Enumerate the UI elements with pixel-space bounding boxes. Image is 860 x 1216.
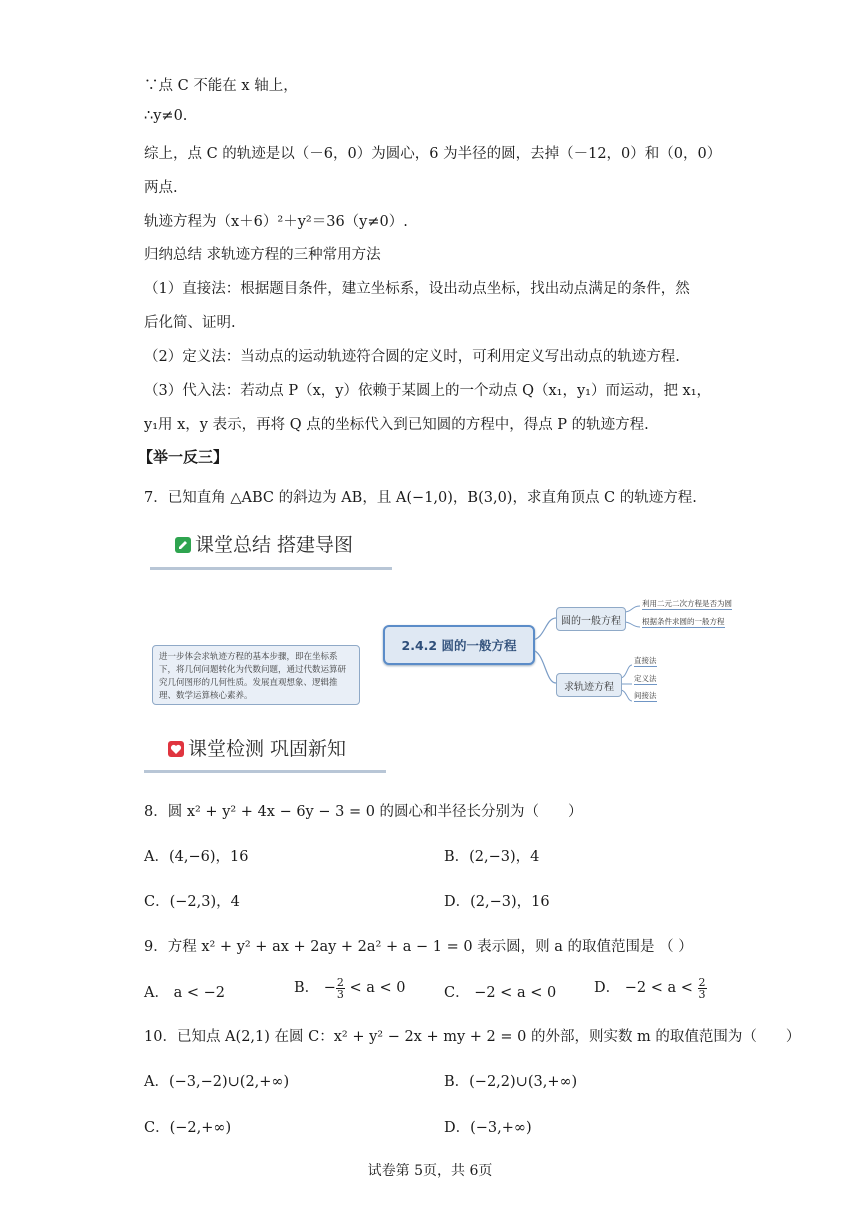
mindmap-leaf: 定义法: [634, 674, 657, 683]
q8-option-d: D．(2,−3)，16: [444, 894, 550, 910]
q8-option-b: B．(2,−3)，4: [444, 849, 540, 865]
q9-option-a: A． a < −2: [144, 985, 225, 1001]
banner-class-test: [168, 734, 346, 761]
solution-line-5: 轨迹方程为（x＋6）²＋y²＝36（y≠0）.: [144, 214, 408, 230]
mindmap-leaf: 间接法: [634, 691, 657, 700]
solution-line-4: 两点.: [144, 180, 178, 196]
method-1-line-1: （1）直接法：根据题目条件，建立坐标系，设出动点坐标，找出动点满足的条件，然: [144, 281, 690, 297]
q9-option-c: C． −2 < a < 0: [444, 985, 557, 1001]
solution-line-1: ∵点 C 不能在 x 轴上，: [144, 78, 298, 94]
solution-line-2: ∴y≠0.: [144, 108, 188, 124]
mindmap-leaf: 直接法: [634, 656, 657, 665]
mindmap-branch-general-equation: 圆的一般方程: [556, 607, 626, 631]
mindmap-goal-note: 进一步体会求轨迹方程的基本步骤，即在坐标系下，将几何问题转化为代数问题，通过代数运算研究几何图形的几何性质。发展直观想象、逻辑推理、数学运算核心素养。: [152, 645, 360, 705]
q8-option-a: A．(4,−6)，16: [144, 849, 249, 865]
question-7: 7．已知直角 △ABC 的斜边为 AB，且 A(−1,0)，B(3,0)，求直角顶点 C 的轨迹方程.: [144, 490, 697, 506]
method-3-line-2: y₁用 x，y 表示，再将 Q 点的坐标代入到已知圆的方程中，得点 P 的轨迹方程.: [144, 417, 649, 433]
q8-option-c: C．(−2,3)，4: [144, 894, 240, 910]
banner-rule-2: [144, 770, 386, 773]
method-2: （2）定义法：当动点的运动轨迹符合圆的定义时，可利用定义写出动点的轨迹方程.: [144, 349, 680, 365]
question-9-stem: 9．方程 x² + y² + ax + 2ay + 2a² + a − 1 = 0 表示圆，则 a 的取值范围是 （ ）: [144, 939, 693, 955]
heart-icon: [168, 741, 184, 757]
q10-option-d: D．(−3,+∞): [444, 1120, 532, 1136]
banner-class-test-text: 课堂检测 巩固新知: [188, 738, 347, 760]
q10-option-a: A．(−3,−2)∪(2,+∞): [144, 1074, 290, 1090]
method-3-line-1: （3）代入法：若动点 P（x，y）依赖于某圆上的一个动点 Q（x₁，y₁）而运动，把 x₁，: [144, 383, 712, 399]
mindmap-center-node: 2.4.2 圆的一般方程: [383, 625, 535, 665]
page-footer: 试卷第 5页，共 6页: [367, 1163, 493, 1179]
q9-option-b: B． − $\frac{2}{3}$ < a < 0: [294, 975, 406, 1001]
banner-class-summary: [175, 530, 353, 557]
solution-line-3: 综上，点 C 的轨迹是以（－6，0）为圆心，6 为半径的圆，去掉（－12，0）和（0，0）: [144, 146, 722, 162]
mindmap-leaf: 根据条件求圆的一般方程: [642, 617, 725, 626]
q9-option-d: D． −2 < a < $\frac{2}{3}$: [594, 975, 706, 1001]
practice-heading: 【举一反三】: [138, 448, 229, 466]
banner-rule-1: [150, 567, 392, 570]
question-8-stem: 8．圆 x² + y² + 4x − 6y − 3 = 0 的圆心和半径长分别为（ ）: [144, 804, 583, 820]
summary-title: 归纳总结 求轨迹方程的三种常用方法: [144, 247, 381, 263]
mindmap-leaf: 利用二元二次方程是否为圆: [642, 599, 732, 608]
q10-option-b: B．(−2,2)∪(3,+∞): [444, 1074, 578, 1090]
q10-option-c: C．(−2,+∞): [144, 1120, 232, 1136]
question-10-stem: 10．已知点 A(2,1) 在圆 C：x² + y² − 2x + my + 2 = 0 的外部，则实数 m 的取值范围为（ ）: [144, 1029, 801, 1045]
method-1-line-2: 后化简、证明.: [144, 315, 236, 331]
mindmap-branch-locus-equation: 求轨迹方程: [556, 673, 622, 697]
pencil-icon: [175, 537, 191, 553]
banner-class-summary-text: 课堂总结 搭建导图: [195, 534, 354, 556]
